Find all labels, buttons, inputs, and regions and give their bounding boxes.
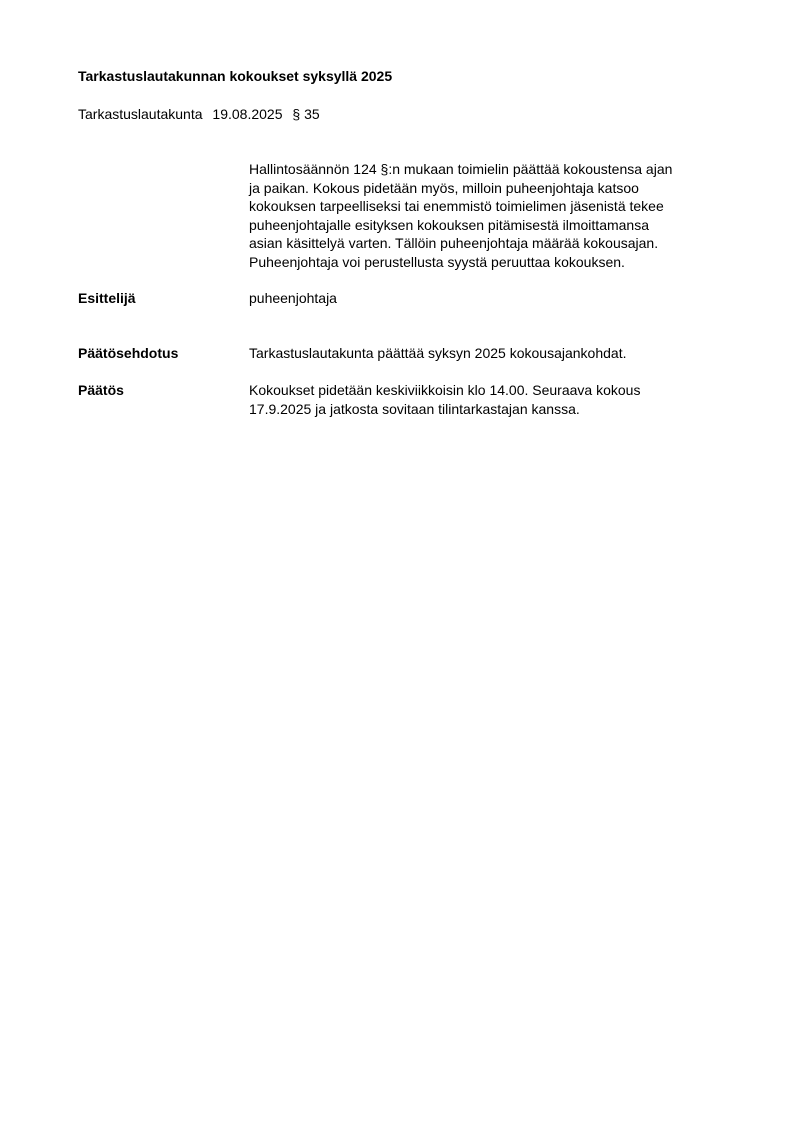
intro-line: Hallintosäännön 124 §:n mukaan toimielin päättää kokoustensa ajan	[249, 161, 673, 177]
esittelija-label: Esittelijä	[78, 290, 136, 306]
intro-paragraph	[249, 160, 749, 272]
paatosehdotus-label: Päätösehdotus	[78, 345, 179, 361]
intro-line: puheenjohtajalle esityksen kokouksen pitämisestä ilmoittamansa	[249, 216, 649, 233]
meeting-date: 19.08.2025	[212, 106, 283, 122]
intro-line: Puheenjohtaja voi perustellusta syystä peruuttaa kokouksen.	[249, 253, 625, 270]
intro-line: asian käsittelyä varten. Tällöin puheenjohtaja määrää kokousajan.	[249, 235, 659, 252]
meeting-body: Tarkastuslautakunta	[78, 106, 203, 122]
paatosehdotus-value: Tarkastuslautakunta päättää syksyn 2025 kokousajankohdat.	[249, 345, 627, 361]
paatos-line: Kokoukset pidetään keskiviikkoisin klo 14.00. Seuraava kokous	[249, 382, 641, 398]
paatos-line: 17.9.2025 ja jatkosta sovitaan tilintarkastajan kanssa.	[249, 400, 580, 417]
esittelija-value: puheenjohtaja	[249, 290, 337, 306]
meeting-section: § 35	[292, 106, 320, 122]
paatos-label: Päätös	[78, 382, 124, 398]
meeting-reference	[78, 106, 326, 122]
intro-line: ja paikan. Kokous pidetään myös, milloin puheenjohtaja katsoo	[249, 179, 639, 196]
paatos-value	[249, 381, 749, 418]
document-title: Tarkastuslautakunnan kokoukset syksyllä 2025	[78, 68, 393, 84]
intro-line: kokouksen tarpeelliseksi tai enemmistö toimielimen jäsenistä tekee	[249, 198, 664, 215]
